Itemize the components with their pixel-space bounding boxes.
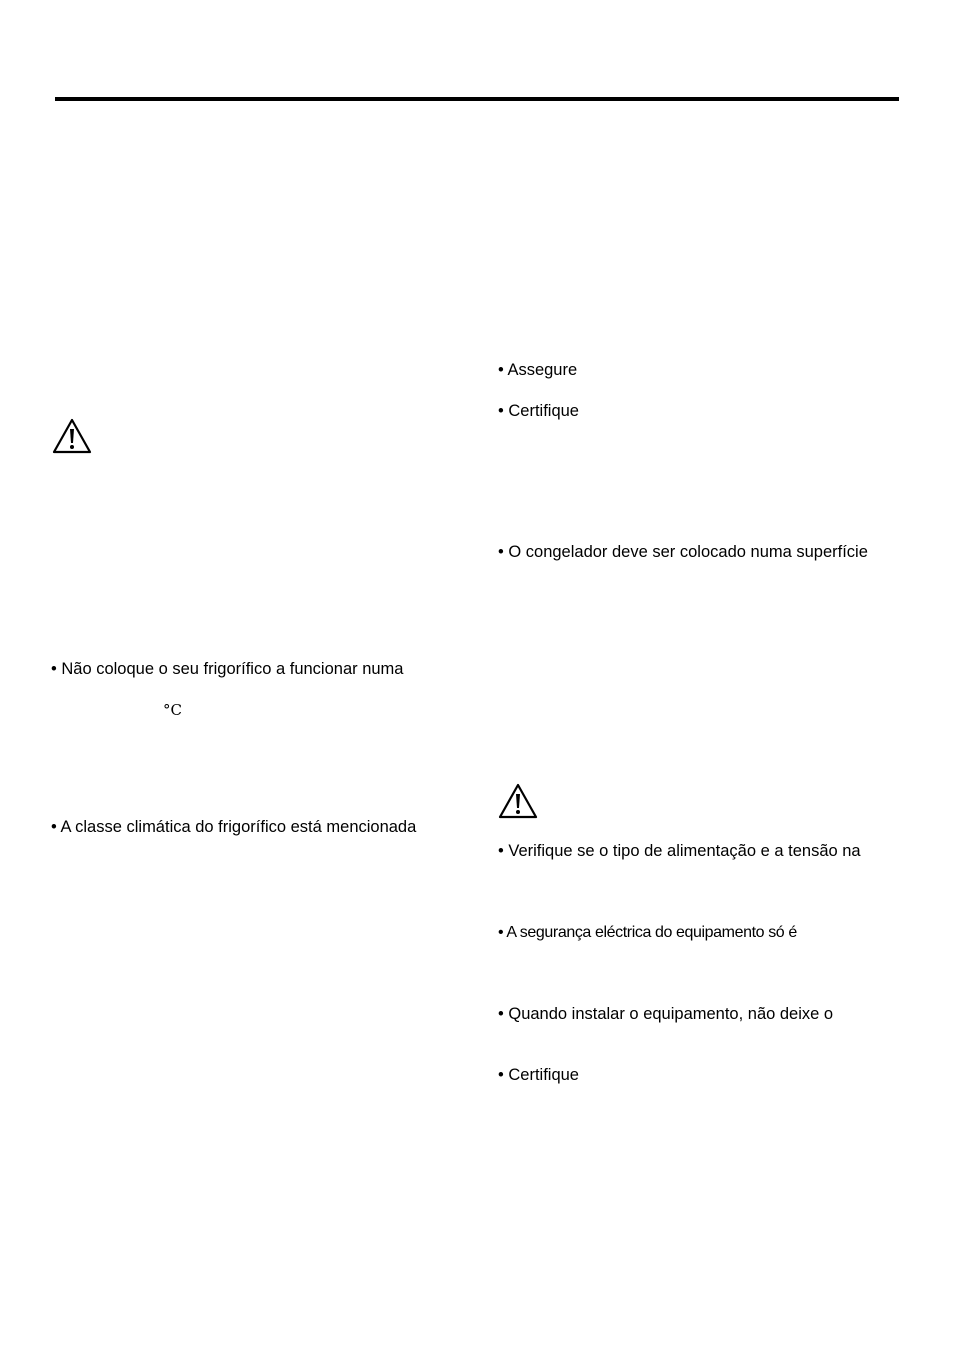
bullet-certify-1: • Certifique	[498, 402, 579, 420]
bullet-certify-2: • Certifique	[498, 1066, 579, 1084]
warning-triangle-icon	[51, 417, 93, 455]
bullet-freezer-surface: • O congelador deve ser colocado numa superfície	[498, 543, 868, 561]
degree-celsius-symbol: °C	[163, 701, 182, 719]
bullet-ambient-temperature: • Não coloque o seu frigorífico a funcionar numa	[51, 660, 404, 678]
bullet-voltage-check: • Verifique se o tipo de alimentação e a tensão na	[498, 842, 861, 860]
bullet-climate-class: • A classe climática do frigorífico está mencionada	[51, 818, 417, 836]
warning-triangle-icon	[497, 782, 539, 820]
bullet-installation: • Quando instalar o equipamento, não deixe o	[498, 1005, 834, 1023]
bullet-ensure: • Assegure	[498, 361, 578, 379]
header-rule	[55, 97, 899, 101]
bullet-electrical-safety: • A segurança eléctrica do equipamento só é	[498, 924, 797, 941]
